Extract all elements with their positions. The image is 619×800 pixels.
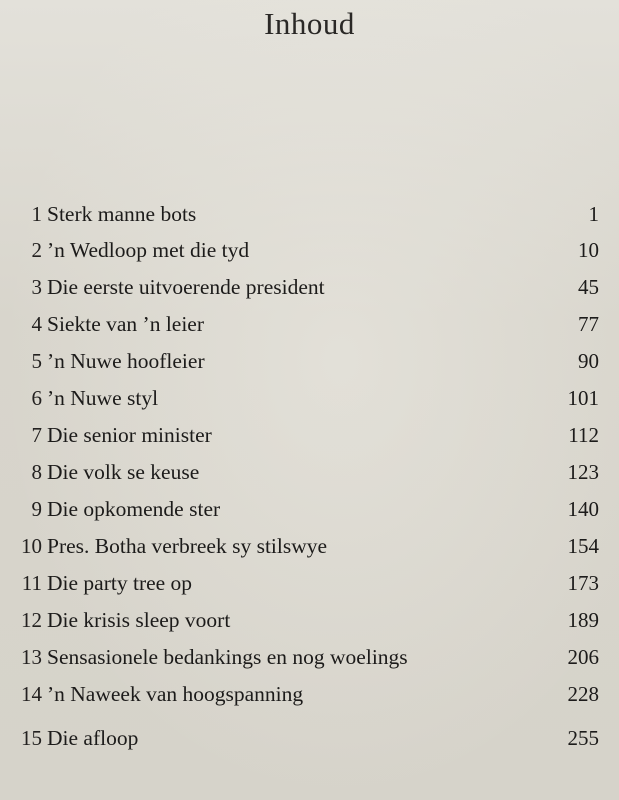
chapter-number: 3	[31, 275, 42, 299]
page-title: Inhoud	[264, 6, 355, 41]
chapter-number: 10	[21, 534, 42, 558]
page-number: 228	[567, 682, 599, 706]
toc-entry	[0, 417, 619, 454]
page-number: 173	[567, 571, 599, 595]
page-number: 45	[578, 275, 599, 299]
toc-entry	[0, 343, 619, 380]
chapter-title: Siekte van ’n leier	[47, 312, 205, 336]
toc-entry	[0, 306, 619, 343]
toc-entry	[0, 676, 619, 713]
page-number: 77	[578, 312, 599, 336]
chapter-title: ’n Nuwe styl	[47, 386, 159, 410]
page-number: 101	[567, 386, 599, 410]
chapter-number: 5	[31, 349, 42, 373]
chapter-number: 8	[31, 460, 42, 484]
chapter-number: 9	[31, 497, 42, 521]
page-number: 123	[567, 460, 599, 484]
chapter-title: Sensasionele bedankings en nog woelings	[47, 645, 408, 669]
toc-entry	[0, 380, 619, 417]
chapter-title: Die eerste uitvoerende president	[47, 275, 325, 299]
toc-entry	[0, 491, 619, 528]
chapter-number: 2	[31, 238, 42, 262]
page-number: 206	[567, 645, 599, 669]
chapter-title: Die senior minister	[47, 423, 212, 447]
toc-entry	[0, 528, 619, 565]
toc-entry	[0, 196, 619, 233]
chapter-number: 6	[31, 386, 42, 410]
chapter-number: 14	[21, 682, 42, 706]
toc-entry	[0, 269, 619, 306]
page-number: 90	[578, 349, 599, 373]
chapter-title: ’n Naweek van hoogspanning	[47, 682, 304, 706]
toc-entry	[0, 602, 619, 639]
chapter-title: Die volk se keuse	[47, 460, 200, 484]
toc-entry	[0, 454, 619, 491]
chapter-number: 13	[21, 645, 42, 669]
chapter-title: Sterk manne bots	[47, 202, 197, 226]
page-number: 154	[567, 534, 599, 558]
page-number: 1	[588, 202, 599, 226]
chapter-number: 7	[31, 423, 42, 447]
page-number: 10	[578, 238, 599, 262]
toc-entry	[0, 232, 619, 269]
chapter-title: Die afloop	[47, 726, 139, 750]
page-number: 140	[567, 497, 599, 521]
chapter-number: 1	[31, 202, 42, 226]
toc-entry	[0, 565, 619, 602]
chapter-number: 12	[21, 608, 42, 632]
chapter-title: Die opkomende ster	[47, 497, 221, 521]
chapter-title: Pres. Botha verbreek sy stilswye	[47, 534, 328, 558]
toc-entry	[0, 639, 619, 676]
chapter-number: 4	[31, 312, 42, 336]
chapter-title: ’n Nuwe hoofleier	[47, 349, 205, 373]
page-number: 189	[567, 608, 599, 632]
chapter-number: 15	[21, 726, 42, 750]
toc-entry	[0, 720, 619, 757]
chapter-title: ’n Wedloop met die tyd	[47, 238, 250, 262]
chapter-title: Die party tree op	[47, 571, 193, 595]
page-number: 255	[567, 726, 599, 750]
chapter-title: Die krisis sleep voort	[47, 608, 231, 632]
page-number: 112	[568, 423, 599, 447]
chapter-number: 11	[21, 571, 42, 595]
